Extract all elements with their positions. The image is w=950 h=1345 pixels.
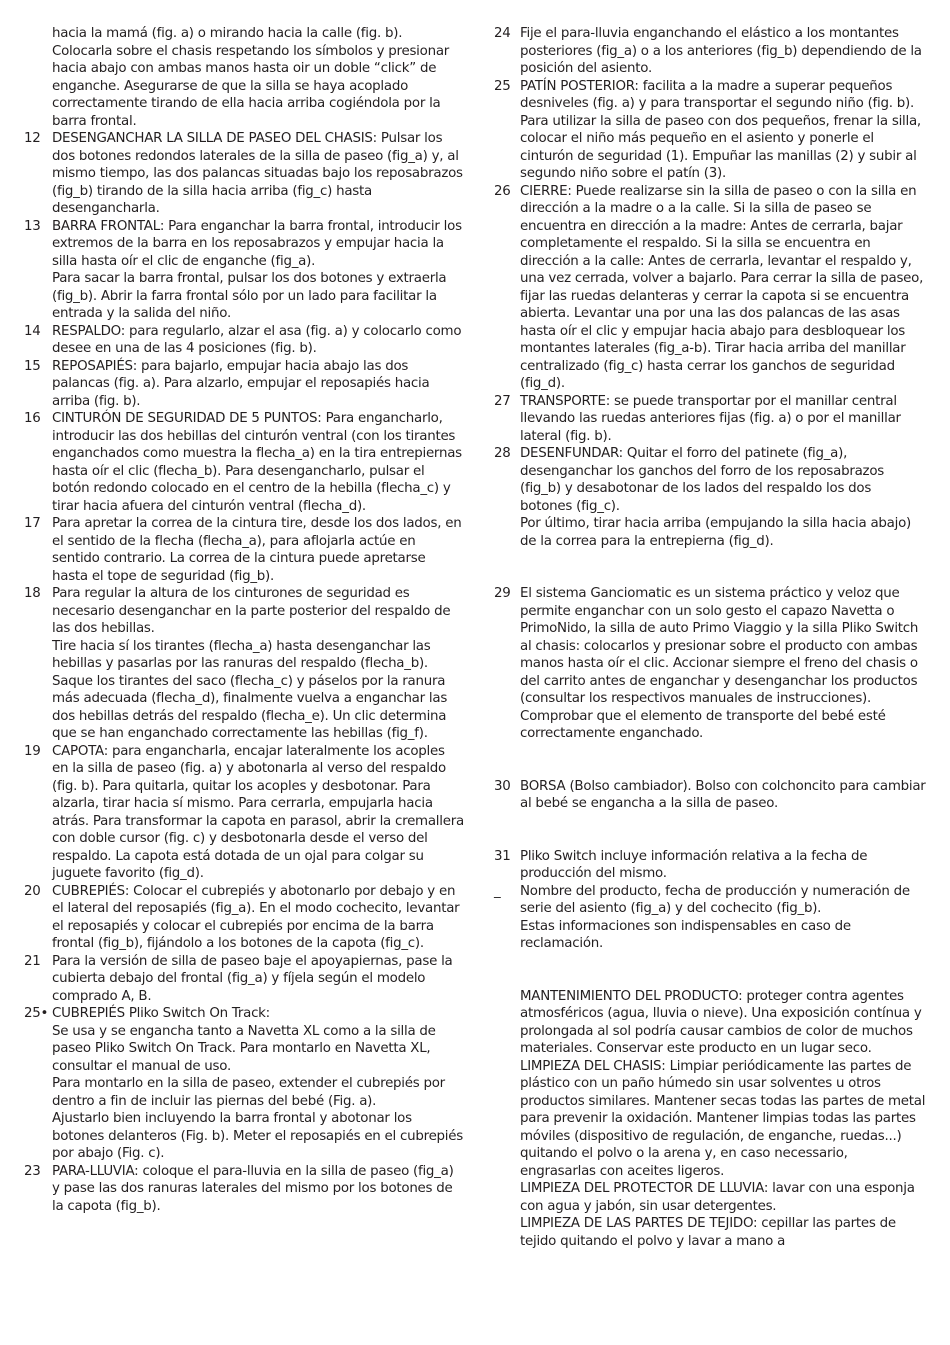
item-paragraph: CUBREPIÉS: Colocar el cubrepiés y abotonarlo por debajo y en el lateral del reposapiés (fig_a). En el modo cochecito, levantar el reposapiés y colocar el cubrepiés por encima de la barra frontal (fig_b), fijándolo a los botones de la capota (fig_c).	[52, 883, 460, 951]
item-number	[24, 25, 52, 130]
item-paragraph: El sistema Ganciomatic es un sistema práctico y veloz que permite enganchar con un solo gesto el capazo Navetta o PrimoNido, la silla de auto Primo Viaggio y la silla Pliko Switch al chasis: colocarlos y presionar sobre el producto con ambas manos hasta oír el clic. Accionar siempre el freno del chasis o del carrito antes de enganchar y desenganchar los productos (consultar los respectivos manuales de instrucciones). Comprobar que el elemento de transporte del bebé esté correctamente enganchado.	[520, 586, 919, 741]
item-body	[52, 410, 464, 515]
item-number: _	[494, 883, 501, 899]
item-paragraph: Para regular la altura de los cinturones de seguridad es necesario desenganchar en la parte posterior del respaldo de las dos hebillas.	[52, 586, 451, 636]
item-number: 16	[24, 411, 41, 426]
item-number: 18	[24, 586, 41, 601]
instruction-item	[494, 988, 926, 1251]
instruction-item	[494, 183, 926, 393]
item-paragraph: Fije el para-lluvia enganchando el elástico a los montantes posteriores (fig_a) o a los anteriores (fig_b) dependiendo de la posición del asiento.	[520, 26, 922, 76]
item-body	[52, 1163, 464, 1216]
item-number: 29	[494, 586, 511, 601]
item-paragraph: hacia la mamá (fig. a) o mirando hacia la calle (fig. b). Colocarla sobre el chasis respetando los símbolos y presionar hacia abajo con ambas manos hasta oir un doble “click” de enganche. Asegurarse de que la silla se haya acoplado correctamente tirando de ella hacia arriba cogiéndola por la barra frontal.	[52, 26, 450, 129]
item-number: 12	[24, 131, 41, 146]
item-body	[52, 585, 464, 743]
instruction-item	[24, 743, 464, 883]
item-body	[520, 25, 926, 78]
item-paragraph: Para sacar la barra frontal, pulsar los dos botones y extraerla (fig_b). Abrir la farra frontal sólo por un lado para facilitar la entrada y la salida del niño.	[52, 271, 447, 321]
instruction-item	[24, 585, 464, 743]
item-body	[52, 130, 464, 218]
instruction-item	[494, 78, 926, 183]
left-column	[24, 25, 464, 1215]
item-body	[520, 585, 926, 743]
item-paragraph: Ajustarlo bien incluyendo la barra frontal y abotonar los botones delanteros (Fig. b). Meter el reposapiés en el cubrepiés por abajo (Fig. c).	[52, 1111, 463, 1161]
item-paragraph: LIMPIEZA DE LAS PARTES DE TEJIDO: cepillar las partes de tejido quitando el polvo y lavar a mano a	[520, 1216, 896, 1249]
instruction-item	[24, 218, 464, 323]
item-number: 23	[24, 1163, 41, 1179]
instruction-item	[494, 445, 926, 550]
item-number: 27	[494, 393, 511, 409]
item-body	[52, 953, 464, 1006]
item-number: 24	[494, 26, 511, 41]
item-paragraph: PARA-LLUVIA: coloque el para-lluvia en la silla de paseo (fig_a) y pase las dos ranuras laterales del mismo por los botones de la capota (fig_b).	[52, 1163, 454, 1214]
item-paragraph: Para montarlo en la silla de paseo, extender el cubrepiés por dentro a fin de incluir las piernas del bebé (Fig. a).	[52, 1076, 445, 1109]
item-body	[520, 393, 926, 446]
item-paragraph: LIMPIEZA DEL PROTECTOR DE LLUVIA: lavar con una esponja con agua y jabón, sin usar detergentes.	[520, 1181, 915, 1214]
item-paragraph: REPOSAPIÉS: para bajarlo, empujar hacia abajo las dos palancas (fig. a). Para alzarlo, empujar el reposapiés hacia arriba (fig. b).	[52, 358, 430, 409]
instruction-item	[494, 393, 926, 446]
item-paragraph: Nombre del producto, fecha de producción y numeración de serie del asiento (fig_a) y del cochecito (fig_b).	[520, 883, 910, 916]
item-body	[52, 883, 464, 953]
item-number: 13	[24, 218, 41, 234]
item-paragraph: Por último, tirar hacia arriba (empujando la silla hacia abajo) de la correa para la entrepierna (fig_d).	[520, 516, 911, 549]
item-paragraph: DESENGANCHAR LA SILLA DE PASEO DEL CHASIS: Pulsar los dos botones redondos laterales de la silla de paseo (fig_a) y, al mismo tiempo, las dos palancas situadas bajo los reposabrazos (fig_b) tirando de la silla hacia arriba (fig_c) hasta desengancharla.	[52, 131, 463, 216]
item-number: 25•	[24, 1006, 49, 1021]
instruction-item	[494, 848, 926, 883]
item-number: 19	[24, 743, 41, 759]
item-paragraph: CIERRE: Puede realizarse sin la silla de paseo o con la silla en dirección a la madre o a la calle. Si la silla de paseo se encuentra en dirección a la madre: Antes de cerrarla, bajar completamente el respaldo. Si la silla se encuentra en dirección a la calle: Antes de cerrarla, levantar el respaldo y, una vez cerrada, volver a bajarlo. Para cerrar la silla de paseo, fijar las ruedas delanteras y cerrar la capota si se encuentra abierta. Levantar una por una las dos palancas de las asas hasta oír el clic y empujar hacia abajo para desbloquear los montantes laterales (fig_a-b). Tirar hacia arriba del manillar centralizado (fig_c) hasta cerrar los ganchos de seguridad (fig_d).	[520, 183, 924, 391]
item-body	[520, 988, 926, 1251]
item-number: 30	[494, 778, 511, 794]
item-paragraph: Se usa y se engancha tanto a Navetta XL como a la silla de paseo Pliko Switch On Track. Para montarlo en Navetta XL, consultar el manual de uso.	[52, 1023, 436, 1074]
item-body	[52, 1005, 464, 1163]
item-body	[52, 25, 464, 130]
item-paragraph: CINTURÓN DE SEGURIDAD DE 5 PUNTOS: Para engancharlo, introducir las dos hebillas del cinturón ventral (con los tirantes enganchados como muestra la flecha_a) en la tira entrepiernas hasta oír el clic (flecha_b). Para desengancharlo, pulsar el botón redondo colocado en el centro de la hebilla (flecha_c) y tirar hacia afuera del cinturón ventral (flecha_d).	[52, 411, 462, 514]
item-paragraph: RESPALDO: para regularlo, alzar el asa (fig. a) y colocarlo como desee en una de las 4 posiciones (fig. b).	[52, 323, 462, 356]
item-number: 28	[494, 446, 511, 461]
item-body	[520, 445, 926, 550]
right-column	[494, 25, 926, 1250]
instruction-item	[24, 953, 464, 1006]
item-paragraph: CUBREPIÉS Pliko Switch On Track:	[52, 1006, 270, 1021]
item-paragraph: DESENFUNDAR: Quitar el forro del patinete (fig_a), desenganchar los ganchos del forro de los reposabrazos (fig_b) y desabotonar de los lados del respaldo los dos botones (fig_c).	[520, 446, 884, 514]
item-paragraph: BORSA (Bolso cambiador). Bolso con colchoncito para cambiar al bebé se engancha a la silla de paseo.	[520, 778, 926, 811]
item-number: 17	[24, 516, 41, 531]
instruction-item	[24, 25, 464, 130]
item-paragraph: MANTENIMIENTO DEL PRODUCTO: proteger contra agentes atmosféricos (agua, lluvia o nieve). Una exposición contínua y prolongada al sol podría causar cambios de color de muchos materiales. Conservar este producto en un lugar seco.	[520, 988, 922, 1056]
instruction-item	[24, 130, 464, 218]
item-paragraph: Estas informaciones son indispensables en caso de reclamación.	[520, 918, 851, 951]
item-body	[52, 743, 464, 883]
instruction-item	[24, 883, 464, 953]
instruction-item	[494, 25, 926, 78]
item-number	[494, 988, 520, 1251]
item-number: 26	[494, 183, 511, 199]
item-body	[520, 183, 926, 393]
item-body	[52, 358, 464, 411]
instruction-item	[24, 1163, 464, 1216]
instruction-item	[24, 515, 464, 585]
item-number: 14	[24, 323, 41, 339]
instruction-item	[24, 410, 464, 515]
item-number: 20	[24, 883, 41, 899]
instruction-item	[24, 358, 464, 411]
item-number: 21	[24, 953, 41, 969]
item-number: 15	[24, 358, 41, 374]
item-paragraph: CAPOTA: para engancharla, encajar lateralmente los acoples en la silla de paseo (fig. a) y abotonarla al verso del respaldo (fig. b). Para quitarla, quitar los acoples y desbotonar. Para alzarla, tirar hacia sí mismo. Para cerrarla, empujarla hacia atrás. Para transformar la capota en parasol, abrir la cremallera con doble cursor (fig. c) y desbotonarla desde el verso del respaldo. La capota está dotada de un ojal para colgar su juguete favorito (fig_d).	[52, 743, 464, 881]
item-paragraph: TRANSPORTE: se puede transportar por el manillar central llevando las ruedas anteriores fijas (fig. a) o por el manillar lateral (fig. b).	[520, 393, 901, 444]
item-body	[52, 218, 464, 323]
item-body	[520, 78, 926, 183]
item-paragraph: PATÍN POSTERIOR: facilita a la madre a superar pequeños desniveles (fig. a) y para transportar el segundo niño (fig. b). Para utilizar la silla de paseo con dos pequeños, frenar la silla, colocar el niño más pequeño en el asiento y ponerle el cinturón de seguridad (1). Empuñar las manillas (2) y subir al segundo niño sobre el patín (3).	[520, 78, 921, 181]
item-paragraph: BARRA FRONTAL: Para enganchar la barra frontal, introducir los extremos de la barra en los reposabrazos y empujar hacia la silla hasta oír el clic de enganche (fig_a).	[52, 218, 462, 269]
item-number: 25	[494, 78, 511, 94]
item-body	[52, 515, 464, 585]
instruction-item	[24, 1005, 464, 1163]
item-body	[520, 848, 926, 883]
item-paragraph: Pliko Switch incluye información relativa a la fecha de producción del mismo.	[520, 848, 868, 881]
item-body	[520, 883, 926, 953]
item-paragraph: LIMPIEZA DEL CHASIS: Limpiar periódicamente las partes de plástico con un paño húmedo sin usar solventes u otros productos similares. Mantener secas todas las partes de metal para prevenir la oxidación. Mantener limpias todas las partes móviles (dispositivo de regulación, de enganche, ruedas...) quitando el polvo o la arena y, en caso necessario, engrasarlas con aceites ligeros.	[520, 1058, 926, 1179]
item-paragraph: Para apretar la correa de la cintura tire, desde los dos lados, en el sentido de la flecha (flecha_a), para aflojarla actúe en sentido contrario. La correa de la cintura puede apretarse hasta el tope de seguridad (fig_b).	[52, 516, 462, 584]
instruction-item	[494, 778, 926, 813]
item-body	[520, 778, 926, 813]
instruction-item	[24, 323, 464, 358]
item-number: 31	[494, 848, 511, 864]
item-body	[52, 323, 464, 358]
instruction-item	[494, 883, 926, 953]
item-paragraph: Para la versión de silla de paseo baje el apoyapiernas, pase la cubierta debajo del frontal (fig_a) y fíjela según el modelo comprado A, B.	[52, 953, 453, 1004]
item-paragraph: Tire hacia sí los tirantes (flecha_a) hasta desenganchar las hebillas y pasarlas por las ranuras del respaldo (flecha_b). Saque los tirantes del saco (flecha_c) y páselos por la ranura más adecuada (flecha_d), finalmente vuelva a enganchar las dos hebillas detrás del respaldo (flecha_e). Un clic determina que se han enganchado correctamente las hebillas (fig_f).	[52, 638, 448, 741]
instruction-item	[494, 585, 926, 743]
